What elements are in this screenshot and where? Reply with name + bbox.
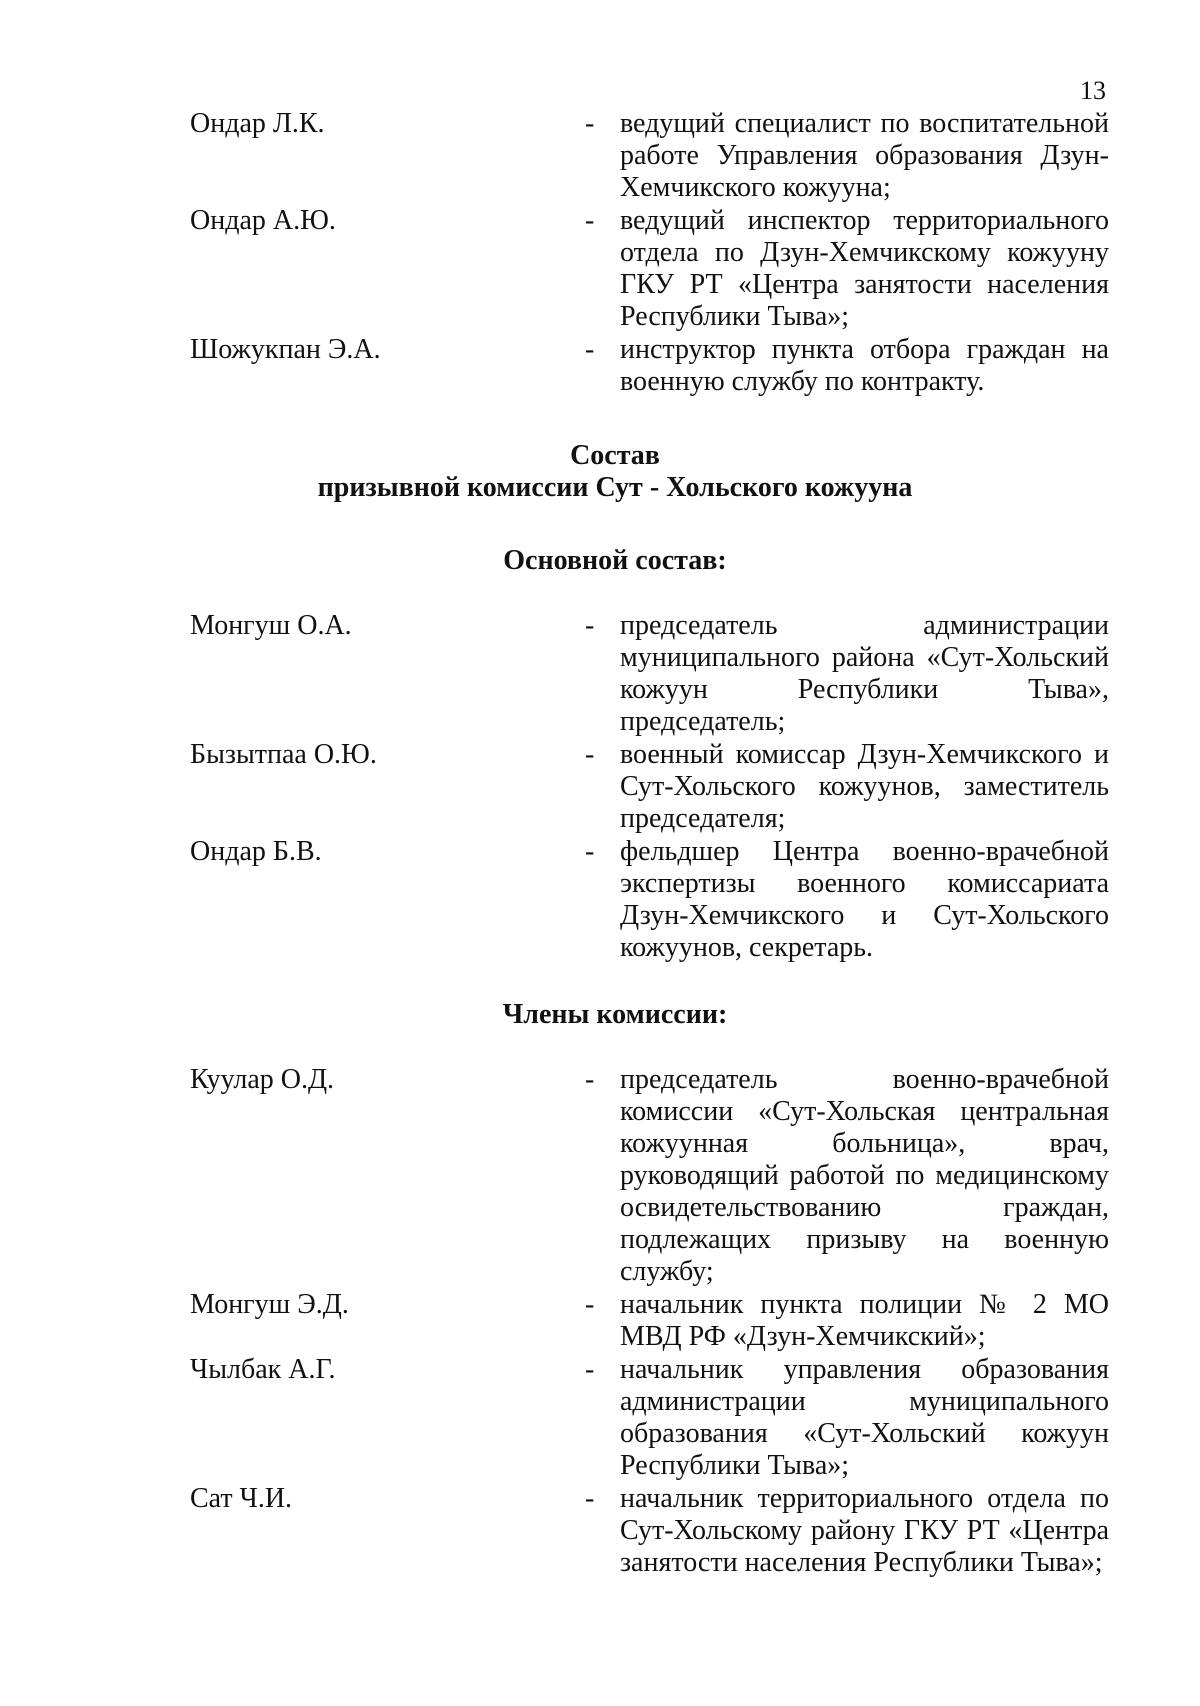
- list-item: [190, 334, 1110, 398]
- dash: -: [585, 108, 595, 139]
- member-name: Шожукпан Э.А.: [190, 334, 381, 365]
- list-item: [190, 1289, 1110, 1354]
- member-role: ведущий специалист по воспитательной работе Управления образования Дзун-Хемчикского кожууна;: [620, 108, 1109, 203]
- member-name: Ондар Б.В.: [190, 836, 322, 867]
- member-name: Ондар А.Ю.: [190, 205, 336, 236]
- member-role: начальник территориального отдела по Сут-Хольскому району ГКУ РТ «Центра занятости населения Республики Тыва»;: [620, 1483, 1109, 1578]
- dash: -: [585, 1354, 595, 1385]
- member-role: председатель военно-врачебной комиссии «Сут-Хольская центральная кожуунная больница», врач, руководящий работой по медицинскому освидетельствованию граждан, подлежащих призыву на военную службу;: [620, 1064, 1109, 1287]
- member-role: председатель администрации муниципального района «Сут-Хольский кожуун Республики Тыва», председатель;: [620, 610, 1109, 737]
- commission-members-heading: Члены комиссии:: [502, 999, 728, 1030]
- continuation-list: [190, 108, 1110, 398]
- commission-members-list: [190, 1064, 1110, 1580]
- member-name: Чылбак А.Г.: [190, 1354, 336, 1385]
- list-item: [190, 1064, 1110, 1289]
- member-role: военный комиссар Дзун-Хемчикского и Сут-Хольского кожуунов, заместитель председателя;: [620, 739, 1109, 834]
- dash: -: [585, 739, 595, 770]
- member-name: Монгуш Э.Д.: [190, 1289, 349, 1320]
- list-item: [190, 1483, 1110, 1580]
- member-role: фельдшер Центра военно-врачебной экспертизы военного комиссариата Дзун-Хемчикского и Сут-Хольского кожуунов, секретарь.: [620, 836, 1109, 963]
- list-item: [190, 108, 1110, 205]
- dash: -: [585, 205, 595, 236]
- dash: -: [585, 1483, 595, 1514]
- member-name: Бызытпаа О.Ю.: [190, 739, 377, 770]
- member-role: начальник управления образования администрации муниципального образования «Сут-Хольский кожуун Республики Тыва»;: [620, 1354, 1109, 1481]
- dash: -: [585, 334, 595, 365]
- member-role: инструктор пункта отбора граждан на военную службу по контракту.: [620, 334, 1109, 397]
- member-role: ведущий инспектор территориального отдела по Дзун-Хемчикскому кожууну ГКУ РТ «Центра занятости населения Республики Тыва»;: [620, 205, 1109, 332]
- member-name: Сат Ч.И.: [190, 1483, 293, 1514]
- dash: -: [585, 1289, 595, 1320]
- list-item: [190, 836, 1110, 965]
- section-title-line1: Состав: [570, 440, 660, 471]
- dash: -: [585, 1064, 595, 1095]
- dash: -: [585, 836, 595, 867]
- list-item: [190, 610, 1110, 739]
- member-name: Ондар Л.К.: [190, 108, 325, 139]
- section-title-line2: призывной комиссии Сут - Хольского кожууна: [317, 472, 913, 503]
- dash: -: [585, 610, 595, 641]
- list-item: [190, 739, 1110, 836]
- page-number: 13: [1080, 76, 1106, 105]
- main-composition-heading: Основной состав:: [503, 545, 727, 576]
- member-name: Монгуш О.А.: [190, 610, 352, 641]
- list-item: [190, 1354, 1110, 1483]
- list-item: [190, 205, 1110, 334]
- main-composition-list: [190, 610, 1110, 965]
- member-role: начальник пункта полиции № 2 МО МВД РФ «Дзун-Хемчикский»;: [620, 1289, 1109, 1352]
- member-name: Куулар О.Д.: [190, 1064, 335, 1095]
